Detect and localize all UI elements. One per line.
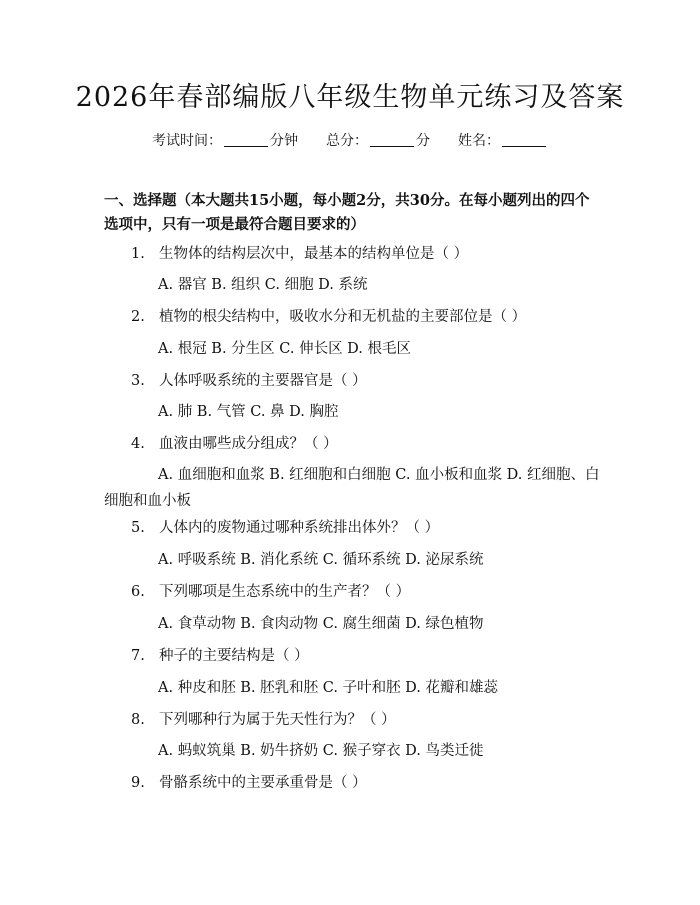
exam-time-field: 考试时间： 分钟 — [152, 133, 298, 149]
question-4-options: A. 血细胞和血浆 B. 红细胞和白细胞 C. 血小板和血浆 D. 红细胞、白细胞和血小板 — [104, 467, 600, 509]
question-5: 5. 人体内的废物通过哪种系统排出体外？（ ） — [131, 520, 440, 536]
question-1: 1. 生物体的结构层次中，最基本的结构单位是（ ） — [131, 246, 469, 262]
question-5-options: A. 呼吸系统 B. 消化系统 C. 循环系统 D. 泌尿系统 — [158, 552, 484, 568]
question-1-options: A. 器官 B. 组织 C. 细胞 D. 系统 — [158, 277, 368, 293]
question-8-options: A. 蚂蚁筑巢 B. 奶牛挤奶 C. 猴子穿衣 D. 鸟类迁徙 — [158, 743, 484, 759]
question-3: 3. 人体呼吸系统的主要器官是（ ） — [131, 373, 367, 389]
question-9: 9. 骨骼系统中的主要承重骨是（ ） — [131, 775, 367, 791]
student-name-field: 姓名： — [458, 131, 548, 151]
section-heading: 一、选择题（本大题共15小题，每小题2分，共30分。在每小题列出的四个选项中，只有一项是最符合题目要求的） — [104, 192, 590, 233]
question-2: 2. 植物的根尖结构中，吸收水分和无机盐的主要部位是（ ） — [131, 309, 527, 325]
total-score-field: 总分： 分 — [326, 133, 430, 149]
page-title: 2026年春部编版八年级生物单元练习及答案 — [75, 82, 625, 113]
exam-info-line — [0, 131, 700, 151]
question-6: 6. 下列哪项是生态系统中的生产者？（ ） — [131, 584, 411, 600]
exam-time-blank — [224, 132, 268, 147]
question-2-options: A. 根冠 B. 分生区 C. 伸长区 D. 根毛区 — [158, 341, 412, 357]
question-3-options: A. 肺 B. 气管 C. 鼻 D. 胸腔 — [158, 404, 339, 420]
question-7-options: A. 种皮和胚 B. 胚乳和胚 C. 子叶和胚 D. 花瓣和雄蕊 — [158, 680, 499, 696]
question-7: 7. 种子的主要结构是（ ） — [131, 648, 309, 664]
question-4: 4. 血液由哪些成分组成？（ ） — [131, 436, 338, 452]
question-6-options: A. 食草动物 B. 食肉动物 C. 腐生细菌 D. 绿色植物 — [158, 616, 484, 632]
question-8: 8. 下列哪种行为属于先天性行为？（ ） — [131, 712, 396, 728]
total-score-blank — [370, 132, 414, 147]
student-name-blank — [502, 132, 546, 147]
